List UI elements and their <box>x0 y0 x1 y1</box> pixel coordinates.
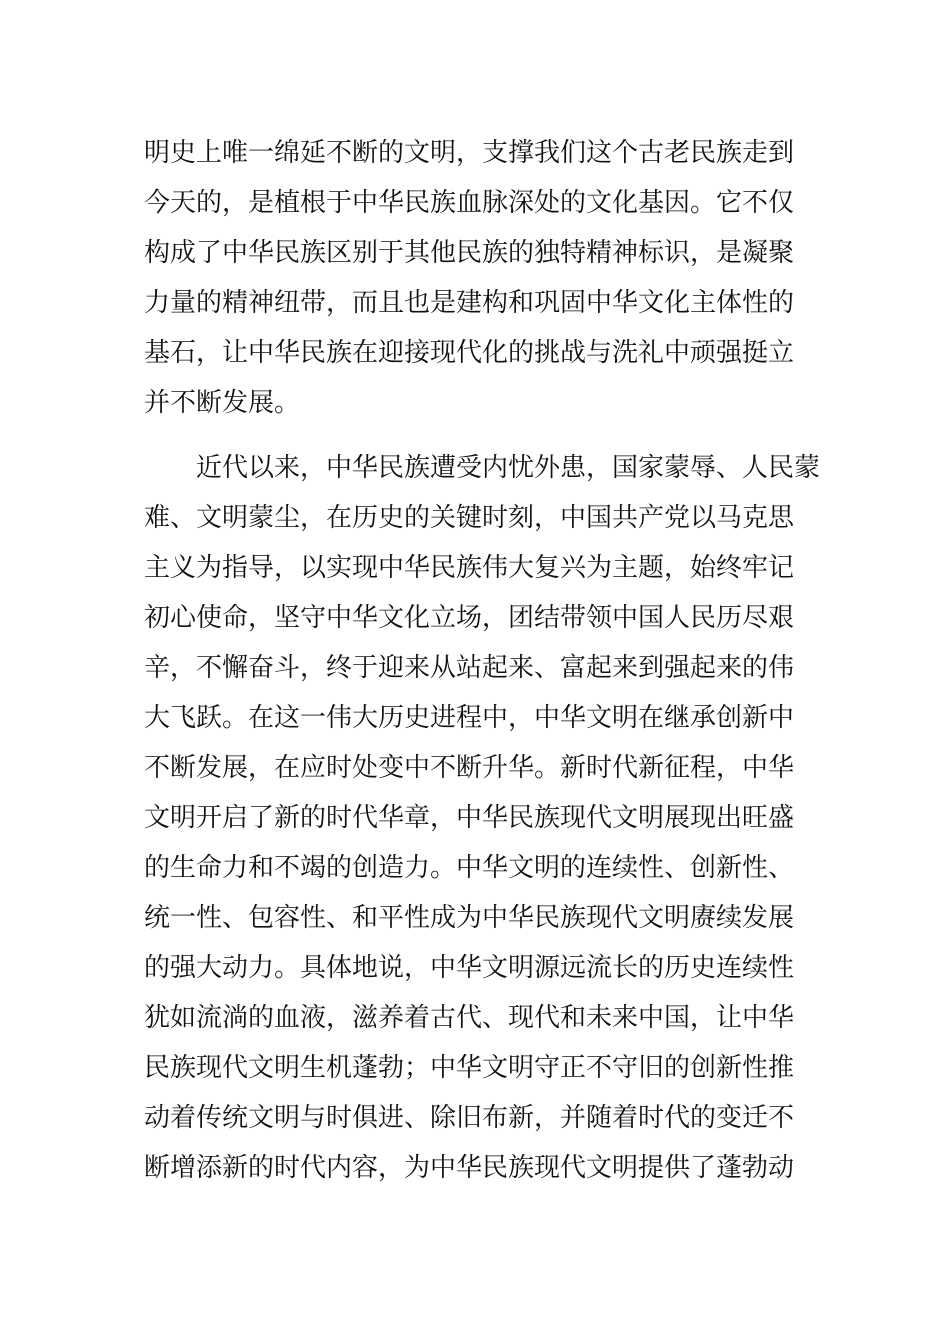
text-line: 动着传统文明与时俱进、除旧布新，并随着时代的变迁不 <box>144 1103 795 1133</box>
text-line: 今天的，是植根于中华民族血脉深处的文化基因。它不仅 <box>144 188 795 218</box>
text-line: 难、文明蒙尘，在历史的关键时刻，中国共产党以马克思 <box>144 503 795 533</box>
text-line: 的强大动力。具体地说，中华文明源远流长的历史连续性 <box>144 953 795 983</box>
text-line: 犹如流淌的血液，滋养着古代、现代和未来中国，让中华 <box>144 1003 795 1033</box>
paragraph-1 <box>144 128 806 428</box>
text-line: 断增添新的时代内容，为中华民族现代文明提供了蓬勃动 <box>144 1153 795 1183</box>
text-line: 的生命力和不竭的创造力。中华文明的连续性、创新性、 <box>144 853 795 883</box>
paragraph-2 <box>144 443 821 1193</box>
text-line: 构成了中华民族区别于其他民族的独特精神标识，是凝聚 <box>144 238 795 268</box>
text-line: 并不断发展。 <box>144 388 301 418</box>
text-line: 辛，不懈奋斗，终于迎来从站起来、富起来到强起来的伟 <box>144 653 795 683</box>
text-line: 初心使命，坚守中华文化立场，团结带领中国人民历尽艰 <box>144 603 795 633</box>
text-line: 近代以来，中华民族遭受内忧外患，国家蒙辱、人民蒙 <box>144 453 821 483</box>
text-line: 主义为指导，以实现中华民族伟大复兴为主题，始终牢记 <box>144 553 795 583</box>
text-line: 力量的精神纽带，而且也是建构和巩固中华文化主体性的 <box>144 288 795 318</box>
text-line: 大飞跃。在这一伟大历史进程中，中华文明在继承创新中 <box>144 703 795 733</box>
text-line: 不断发展，在应时处变中不断升华。新时代新征程，中华 <box>144 753 795 783</box>
text-line: 文明开启了新的时代华章，中华民族现代文明展现出旺盛 <box>144 803 795 833</box>
text-line: 统一性、包容性、和平性成为中华民族现代文明赓续发展 <box>144 903 795 933</box>
text-line: 民族现代文明生机蓬勃；中华文明守正不守旧的创新性推 <box>144 1053 795 1083</box>
text-line: 明史上唯一绵延不断的文明，支撑我们这个古老民族走到 <box>144 138 795 168</box>
text-line: 基石，让中华民族在迎接现代化的挑战与洗礼中顽强挺立 <box>144 338 795 368</box>
